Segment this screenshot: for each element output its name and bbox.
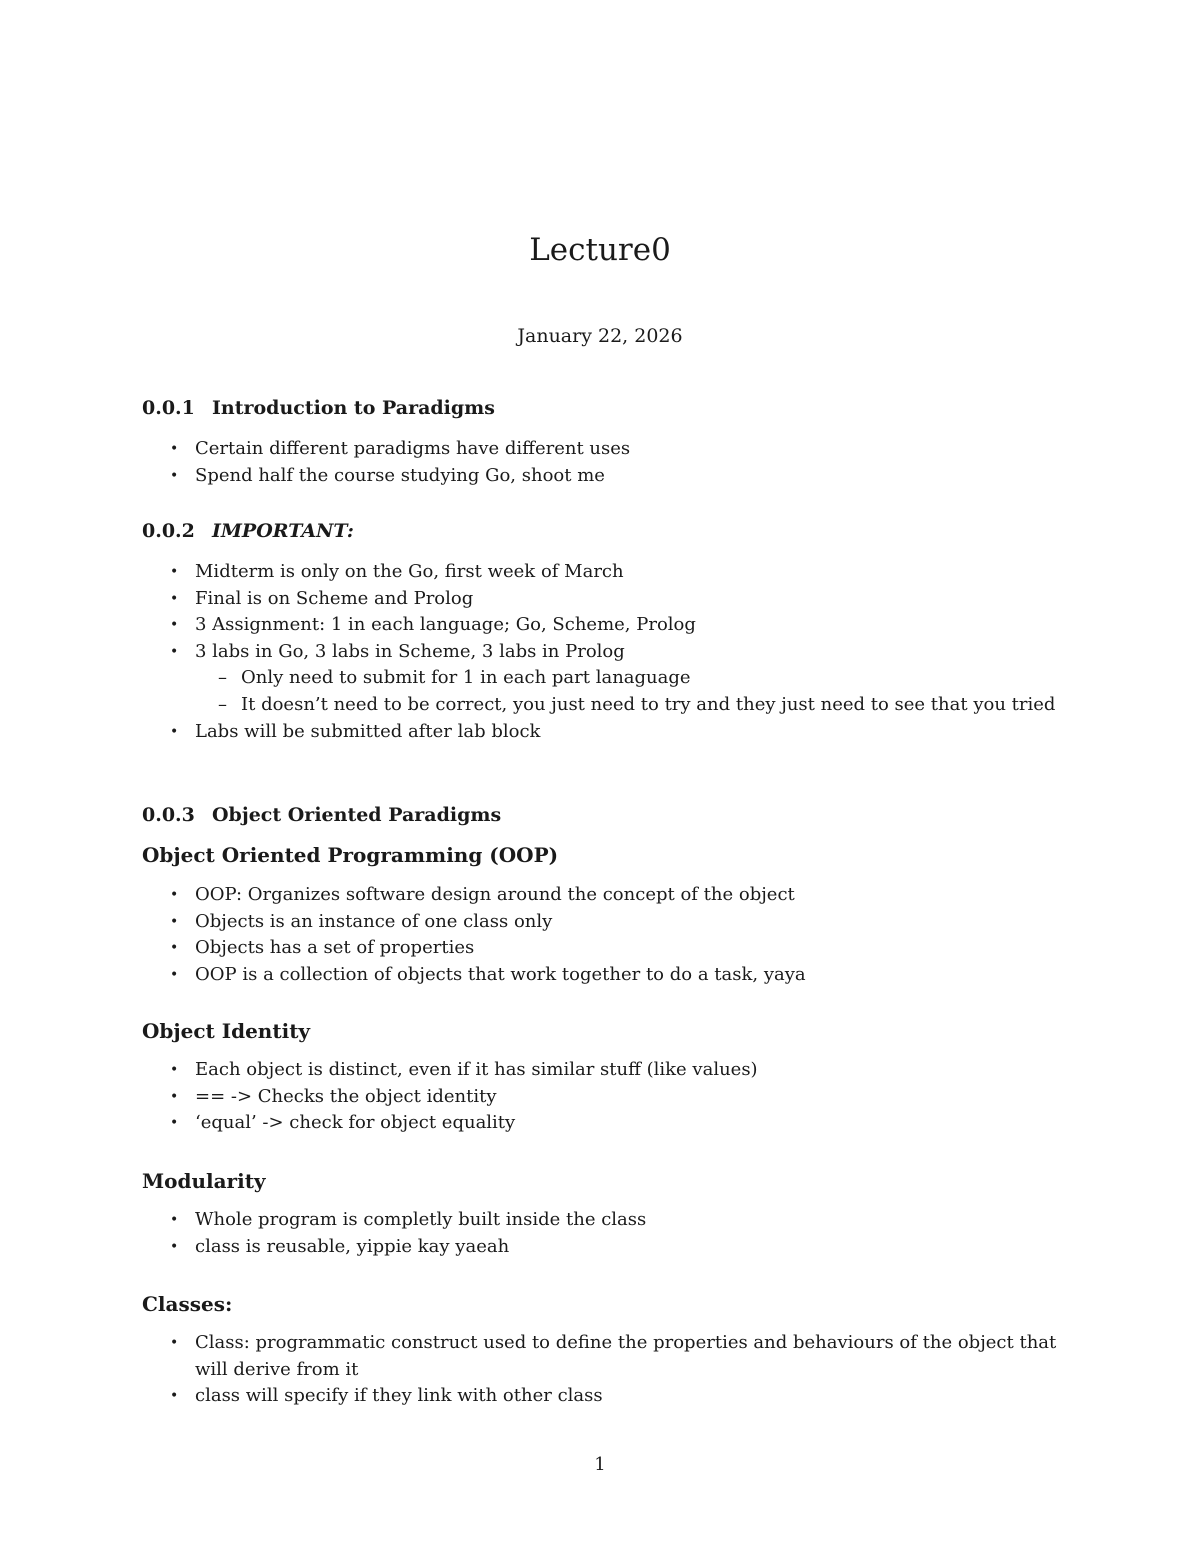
list-item: • class is reusable, yippie kay yaeah xyxy=(142,1234,1060,1261)
list-item: • Class: programmatic construct used to define the properties and behaviours of the object that will derive from it xyxy=(142,1330,1060,1383)
section-heading-oop-paradigms xyxy=(142,801,1062,829)
section-number: 0.0.2 xyxy=(142,520,195,542)
subheading-classes: Classes: xyxy=(142,1292,233,1316)
list-item: • OOP is a collection of objects that work together to do a task, yaya xyxy=(142,962,1060,989)
list-item: • class will specify if they link with other class xyxy=(142,1383,1060,1410)
intro-list xyxy=(142,436,1060,489)
section-title: Introduction to Paradigms xyxy=(212,397,495,419)
section-number: 0.0.3 xyxy=(142,804,195,826)
section-heading-important xyxy=(142,517,1062,545)
list-item: • Midterm is only on the Go, first week of March xyxy=(142,559,1060,586)
list-item-text: 3 labs in Go, 3 labs in Scheme, 3 labs in Prolog xyxy=(195,640,625,662)
list-item: • Each object is distinct, even if it has similar stuff (like values) xyxy=(142,1057,1060,1084)
section-title: Object Oriented Paradigms xyxy=(212,804,502,826)
page-number: 1 xyxy=(594,1454,606,1475)
oop-list xyxy=(142,882,1060,988)
subheading-object-identity: Object Identity xyxy=(142,1019,311,1043)
sublist-item: – Only need to submit for 1 in each part lanaguage xyxy=(195,665,1060,692)
modularity-list xyxy=(142,1207,1060,1260)
important-list xyxy=(142,559,1060,745)
section-number: 0.0.1 xyxy=(142,397,195,419)
list-item: • Objects is an instance of one class only xyxy=(142,909,1060,936)
list-item-labs xyxy=(142,639,1060,719)
list-item: • OOP: Organizes software design around the concept of the object xyxy=(142,882,1060,909)
list-item: • 3 Assignment: 1 in each language; Go, Scheme, Prolog xyxy=(142,612,1060,639)
labs-sublist xyxy=(195,665,1060,718)
list-item: • Final is on Scheme and Prolog xyxy=(142,586,1060,613)
list-item: • Spend half the course studying Go, shoot me xyxy=(142,463,1060,490)
section-title: IMPORTANT: xyxy=(212,520,354,542)
list-item: • Labs will be submitted after lab block xyxy=(142,719,1060,746)
section-heading-intro xyxy=(142,394,1062,422)
subheading-modularity: Modularity xyxy=(142,1169,266,1193)
identity-list xyxy=(142,1057,1060,1137)
subheading-oop: Object Oriented Programming (OOP) xyxy=(142,843,559,867)
list-item: • ‘equal’ -> check for object equality xyxy=(142,1110,1060,1137)
document-date: January 22, 2026 xyxy=(517,325,683,347)
list-item: • Whole program is completly built inside the class xyxy=(142,1207,1060,1234)
list-item: • Objects has a set of properties xyxy=(142,935,1060,962)
classes-list xyxy=(142,1330,1060,1410)
document-title: Lecture0 xyxy=(529,232,671,268)
sublist-item: – It doesn’t need to be correct, you just need to try and they just need to see that you tried xyxy=(195,692,1060,719)
list-item: • == -> Checks the object identity xyxy=(142,1084,1060,1111)
list-item: • Certain different paradigms have different uses xyxy=(142,436,1060,463)
